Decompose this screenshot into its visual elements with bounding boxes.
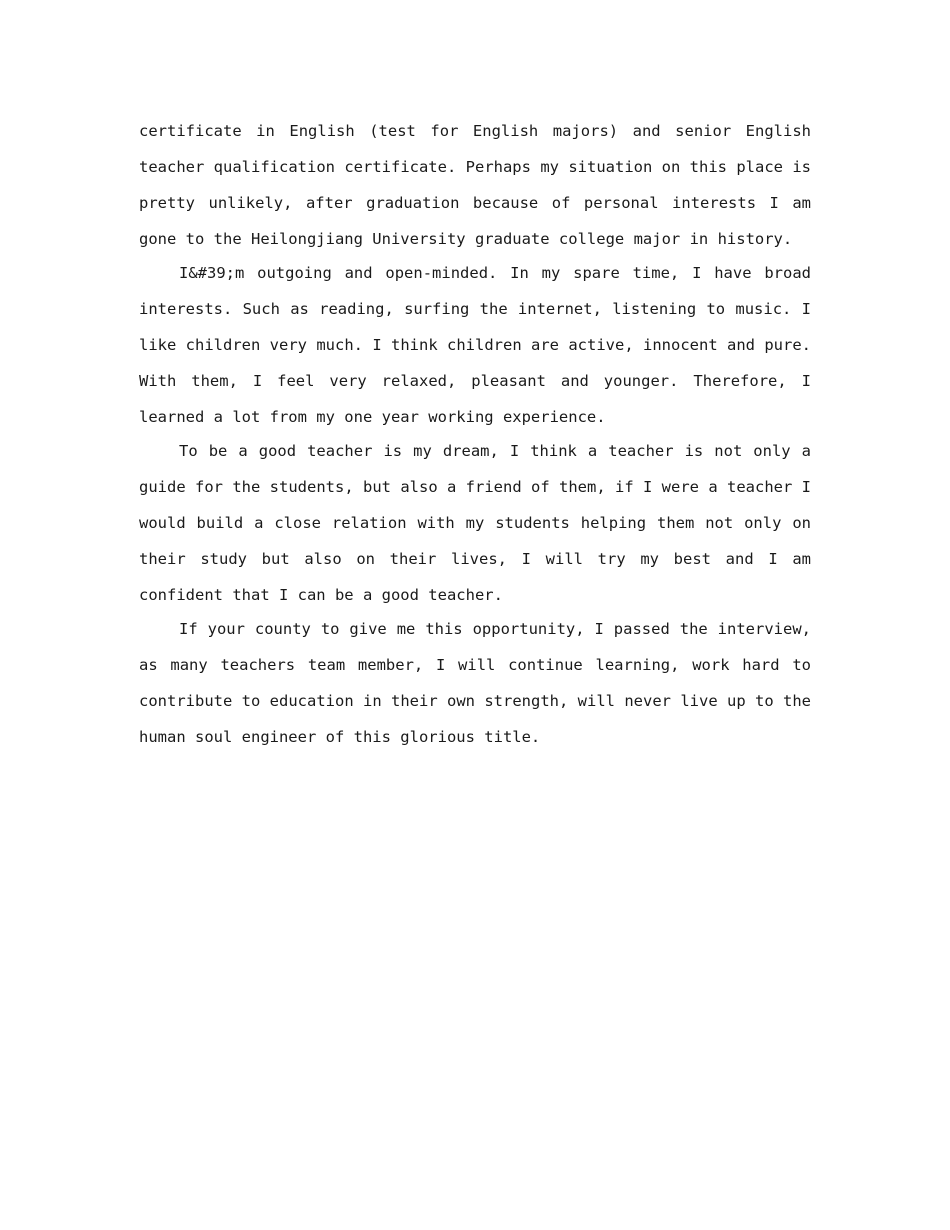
paragraph-certificate: certificate in English (test for English majors) and senior English teacher qualification certificate. Perhaps my situation on this place is pretty unlikely, after graduation because of personal interests I am gone to the Heilongjiang University graduate college major in history. [139,122,811,248]
document-body [139,113,811,755]
paragraph-teacher-dream: To be a good teacher is my dream, I think a teacher is not only a guide for the students, but also a friend of them, if I were a teacher I would build a close relation with my students helping them not only on their study but also on their lives, I will try my best and I am confident that I can be a good teacher. [139,442,811,604]
paragraph-personality: I&#39;m outgoing and open-minded. In my spare time, I have broad interests. Such as reading, surfing the internet, listening to music. I like children very much. I think children are active, innocent and pure. With them, I feel very relaxed, pleasant and younger. Therefore, I learned a lot from my one year working experience. [139,264,811,426]
paragraph-opportunity: If your county to give me this opportunity, I passed the interview, as many teachers team member, I will continue learning, work hard to contribute to education in their own strength, will never live up to the human soul engineer of this glorious title. [139,620,811,746]
